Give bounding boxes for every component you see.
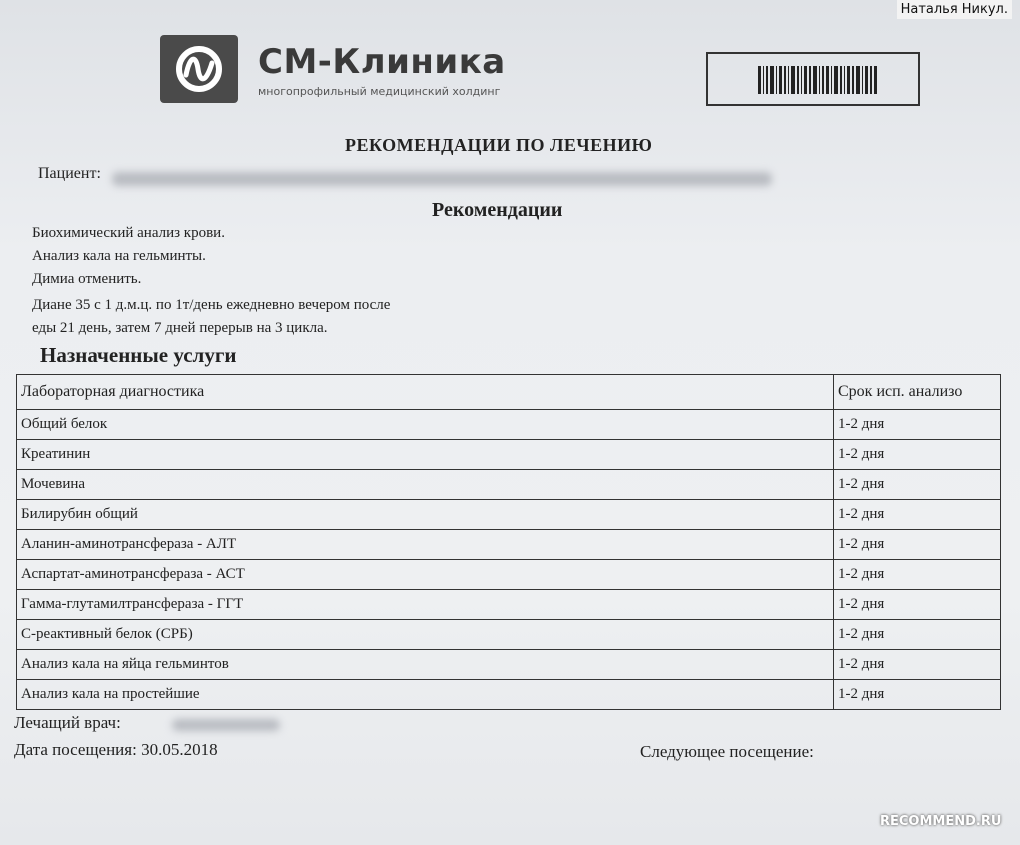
clinic-logo-icon (160, 35, 238, 103)
table-row (17, 620, 1001, 650)
service-duration: 1-2 дня (834, 440, 1001, 470)
patient-name-redacted (112, 172, 772, 186)
site-watermark: RECOMMEND.RU (880, 814, 1002, 829)
uploader-name: Наталья Никул. (897, 0, 1012, 19)
table-row (17, 650, 1001, 680)
service-name: Билирубин общий (17, 500, 834, 530)
brand-subtitle: многопрофильный медицинский холдинг (258, 85, 501, 98)
clinic-logo (160, 35, 238, 103)
table-row (17, 470, 1001, 500)
brand-name: СМ-Клиника (258, 42, 506, 82)
column-header-duration: Срок исп. анализо (834, 375, 1001, 410)
service-name: Анализ кала на яйца гельминтов (17, 650, 834, 680)
recommendation-line: Биохимический анализ крови. (32, 225, 225, 241)
table-row (17, 500, 1001, 530)
service-duration: 1-2 дня (834, 620, 1001, 650)
table-row (17, 530, 1001, 560)
service-name: Мочевина (17, 470, 834, 500)
patient-label: Пациент: (38, 165, 101, 182)
service-name: С-реактивный белок (СРБ) (17, 620, 834, 650)
table-row (17, 440, 1001, 470)
doctor-label: Лечащий врач: (14, 713, 121, 732)
service-duration: 1-2 дня (834, 680, 1001, 710)
barcode-box (706, 52, 920, 106)
service-duration: 1-2 дня (834, 650, 1001, 680)
service-duration: 1-2 дня (834, 470, 1001, 500)
service-duration: 1-2 дня (834, 500, 1001, 530)
recommendation-line: Анализ кала на гельминты. (32, 248, 206, 264)
service-name: Аспартат-аминотрансфераза - АСТ (17, 560, 834, 590)
table-header-row (17, 375, 1001, 410)
recommendation-line: Диане 35 с 1 д.м.ц. по 1т/день ежедневно вечером после (32, 297, 391, 313)
service-duration: 1-2 дня (834, 530, 1001, 560)
service-name: Общий белок (17, 410, 834, 440)
service-name: Аланин-аминотрансфераза - АЛТ (17, 530, 834, 560)
document-title: РЕКОМЕНДАЦИИ ПО ЛЕЧЕНИЮ (345, 135, 653, 155)
column-header-service: Лабораторная диагностика (17, 375, 834, 410)
service-duration: 1-2 дня (834, 590, 1001, 620)
service-duration: 1-2 дня (834, 410, 1001, 440)
services-heading: Назначенные услуги (40, 343, 237, 367)
recommendation-line: еды 21 день, затем 7 дней перерыв на 3 цикла. (32, 320, 328, 336)
table-row (17, 680, 1001, 710)
service-name: Анализ кала на простейшие (17, 680, 834, 710)
barcode-icon (758, 66, 878, 94)
visit-date: Дата посещения: 30.05.2018 (14, 740, 218, 759)
doctor-name-redacted (172, 719, 280, 731)
service-name: Гамма-глутамилтрансфераза - ГГТ (17, 590, 834, 620)
table-row (17, 590, 1001, 620)
table-row (17, 560, 1001, 590)
recommendations-heading: Рекомендации (432, 199, 563, 221)
service-duration: 1-2 дня (834, 560, 1001, 590)
services-table (16, 374, 1001, 710)
table-row (17, 410, 1001, 440)
next-visit-label: Следующее посещение: (640, 742, 814, 761)
service-name: Креатинин (17, 440, 834, 470)
recommendation-line: Димиа отменить. (32, 271, 142, 287)
